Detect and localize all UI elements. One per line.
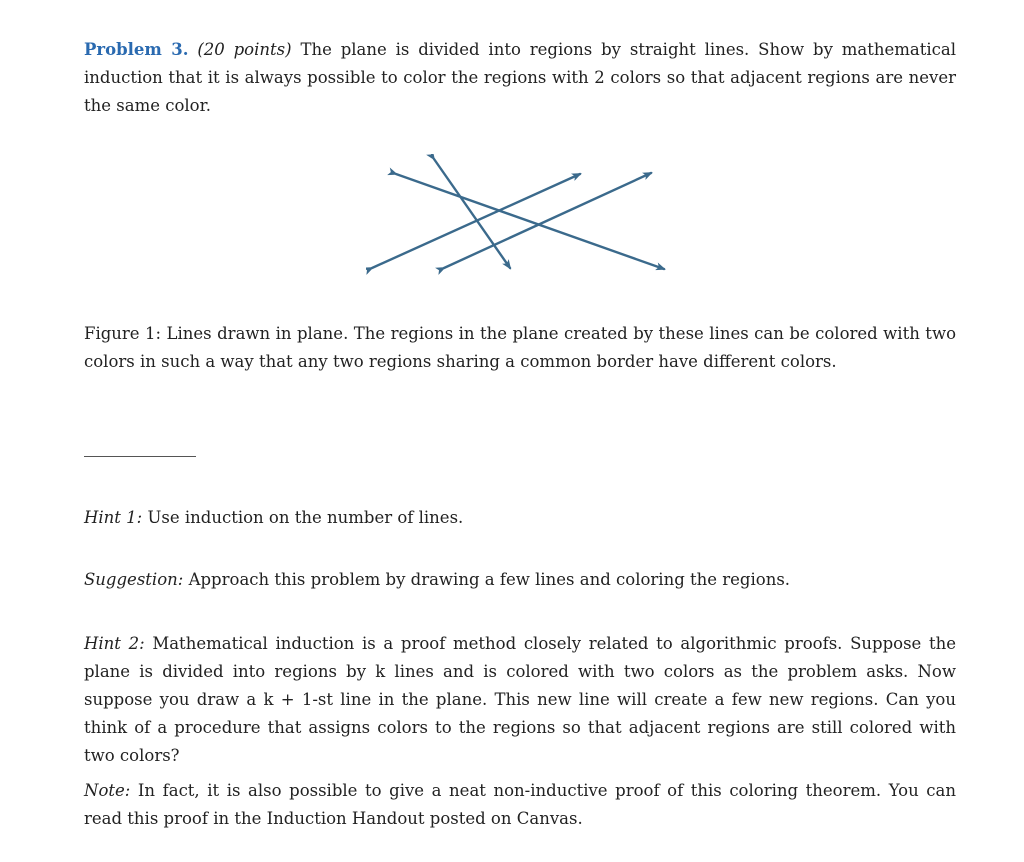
note: [84, 777, 956, 833]
figure-line-2: [434, 159, 510, 268]
suggestion-label: Suggestion:: [84, 570, 184, 589]
divider: [84, 456, 196, 457]
hint-2-label: Hint 2:: [84, 634, 145, 653]
lines-figure: [366, 154, 670, 276]
problem-statement: [84, 36, 956, 120]
suggestion-text: Approach this problem by drawing a few lines and coloring the regions.: [188, 570, 791, 589]
problem-paragraph: [84, 36, 956, 120]
problem-label: Problem 3.: [84, 40, 189, 59]
caption-text: Figure 1: Lines drawn in plane. The regions in the plane created by these lines can be colored with two colors in such a way that any two regions sharing a common border have different colors.: [84, 324, 956, 371]
hint-2: [84, 630, 956, 770]
note-text: In fact, it is also possible to give a neat non-inductive proof of this coloring theorem. You can read this proof in the Induction Handout posted on Canvas.: [84, 781, 956, 828]
figure-caption: [84, 320, 956, 376]
hint-1-label: Hint 1:: [84, 508, 143, 527]
note-label: Note:: [84, 781, 131, 800]
hint-1-text: Use induction on the number of lines.: [147, 508, 464, 527]
hint-2-text: Mathematical induction is a proof method closely related to algorithmic proofs. Suppose the plane is divided into regions by k lines and is colored with two colors as the problem asks. Now suppose you draw a k + 1-st line in the plane. This new line will create a few new regions. Can you think of a procedure that assigns colors to the regions so that adjacent regions are still colored with two colors?: [84, 634, 956, 765]
problem-text: The plane is divided into regions by straight lines. Show by mathematical induction that it is always possible to color the regions with 2 colors so that adjacent regions are never the same color.: [84, 40, 956, 115]
figure-line-1: [396, 174, 664, 269]
suggestion: [84, 566, 956, 594]
hint-1: [84, 504, 956, 532]
problem-points: (20 points): [197, 40, 292, 59]
